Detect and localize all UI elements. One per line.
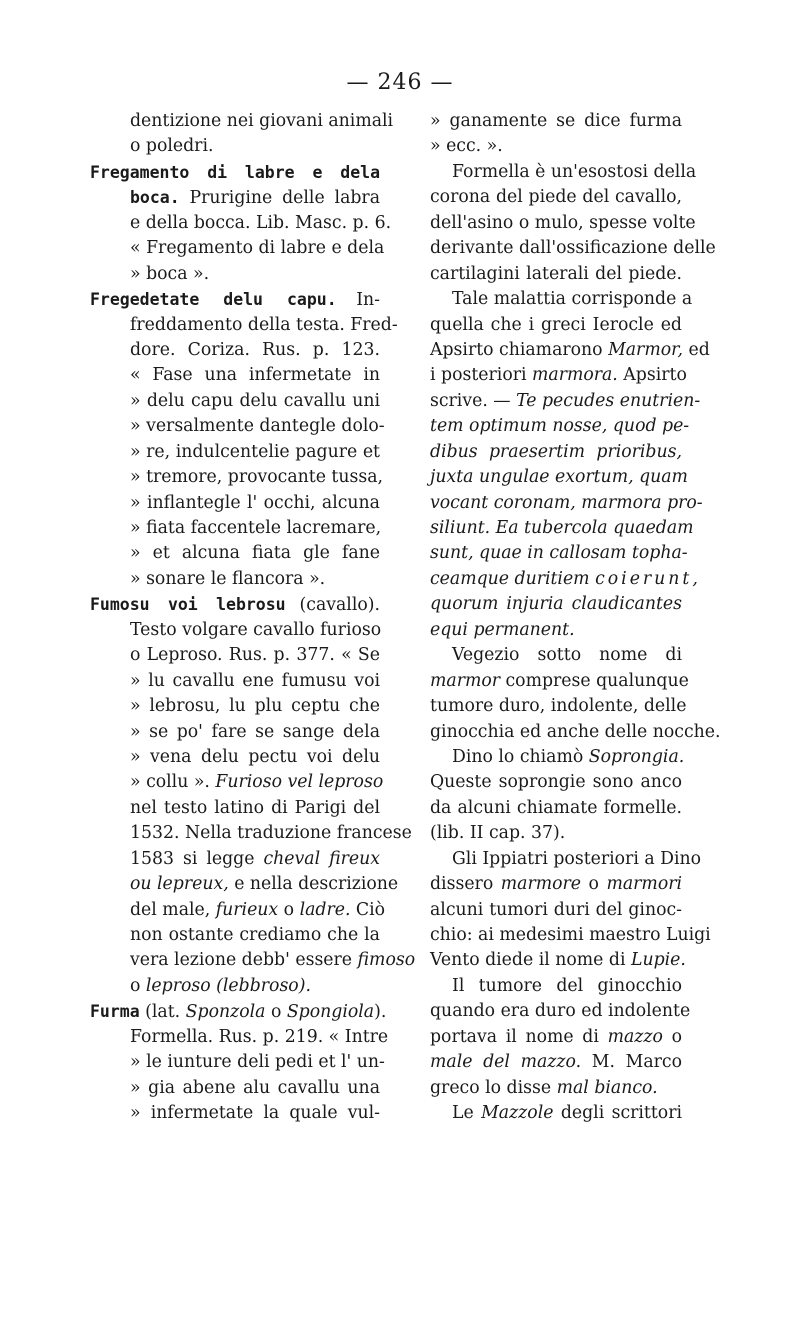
text-segment: Le xyxy=(452,1103,482,1124)
text-line xyxy=(430,414,690,439)
text-segment: Te pecudes enutrien- xyxy=(516,390,701,411)
text-line xyxy=(430,592,682,617)
text-line xyxy=(430,567,698,592)
text-line xyxy=(90,160,380,185)
text-line xyxy=(90,389,380,414)
text-line xyxy=(90,974,380,999)
text-line xyxy=(430,745,685,770)
text-line xyxy=(430,1050,682,1075)
left-column xyxy=(90,109,416,1127)
text-segment: marmor xyxy=(430,670,501,691)
text-segment: corona del piede del cavallo, xyxy=(430,187,682,208)
text-segment: (cavallo). xyxy=(285,595,381,616)
text-segment: male del mazzo. xyxy=(430,1052,582,1073)
text-segment: ). xyxy=(374,1002,387,1023)
text-segment: Formella è un'esostosi della xyxy=(452,161,697,182)
text-line xyxy=(430,1076,682,1101)
text-line xyxy=(90,872,399,897)
text-segment: comprese qualunque xyxy=(500,670,689,691)
text-segment: ed xyxy=(682,339,710,360)
text-segment: e della bocca. Lib. Masc. p. 6. xyxy=(130,212,392,233)
text-segment: » inflantegle l' occhi, alcuna xyxy=(130,492,380,513)
text-line xyxy=(430,262,682,287)
text-segment: tumore duro, indolente, delle xyxy=(430,696,687,717)
text-segment: derivante dall'ossificazione delle xyxy=(430,238,716,259)
text-line xyxy=(430,109,682,134)
text-line xyxy=(90,287,380,312)
text-segment: » boca ». xyxy=(130,263,210,284)
text-segment: » sonare le flancora ». xyxy=(130,568,326,589)
text-segment: Dino lo chiamò xyxy=(452,746,589,767)
text-line xyxy=(430,694,687,719)
text-line xyxy=(430,999,691,1024)
text-segment: portava il nome di xyxy=(430,1026,608,1047)
text-line xyxy=(90,847,380,872)
text-segment: o xyxy=(278,899,300,920)
text-line xyxy=(90,491,380,516)
text-segment: » gia abene alu cavallu una xyxy=(130,1077,380,1098)
text-segment: o xyxy=(662,1026,682,1047)
text-segment: dibus praesertim prioribus, xyxy=(430,441,682,462)
text-segment: 1532. Nella traduzione francese xyxy=(130,823,412,844)
text-line xyxy=(430,491,703,516)
text-segment: Prurigine delle labra xyxy=(179,188,380,209)
text-segment: i posteriori xyxy=(430,365,532,386)
text-line xyxy=(430,465,688,490)
text-segment: » le iunture deli pedi et l' un- xyxy=(130,1052,385,1073)
text-line xyxy=(90,338,380,363)
text-line xyxy=(430,948,686,973)
text-segment: » infermetate la quale vul- xyxy=(130,1103,380,1124)
entry-headword: Fregedetate delu capu. xyxy=(90,290,337,310)
text-line xyxy=(90,923,380,948)
text-line xyxy=(430,389,701,414)
text-segment: fimoso xyxy=(357,950,416,971)
text-segment: cartilagini laterali del piede. xyxy=(430,263,682,284)
text-segment: marmora. xyxy=(532,365,618,386)
text-line xyxy=(90,618,380,643)
text-segment: » tremore, provocante tussa, xyxy=(130,467,384,488)
text-line xyxy=(430,872,682,897)
text-line xyxy=(430,236,716,261)
text-segment: Spongiola xyxy=(286,1002,375,1023)
text-segment: ceamque duritiem xyxy=(430,568,596,589)
entry-headword: Fumosu voi lebrosu xyxy=(90,595,286,615)
text-segment: » et alcuna fiata gle fane xyxy=(130,543,380,564)
text-segment: » ecc. ». xyxy=(430,136,503,157)
text-segment: » fiata faccentele lacremare, xyxy=(130,518,382,538)
text-line xyxy=(90,211,392,236)
text-line xyxy=(90,643,380,668)
text-line xyxy=(90,1076,380,1101)
text-segment: scrive. — xyxy=(430,390,517,411)
text-segment: » ganamente se dice furma xyxy=(430,111,682,131)
text-segment: Apsirto xyxy=(617,365,687,386)
text-line xyxy=(90,541,380,566)
text-line xyxy=(90,720,380,745)
text-segment: « Fase una infermetate in xyxy=(130,365,380,386)
text-segment: Soprongia. xyxy=(588,746,685,767)
text-segment: o xyxy=(581,874,607,895)
text-segment: dentizione nei giovani animali xyxy=(130,111,394,131)
text-segment: Mazzole xyxy=(481,1103,554,1124)
text-line xyxy=(90,1050,385,1075)
text-segment: vocant coronam, marmora pro- xyxy=(430,492,703,513)
text-segment: Apsirto chiamarono xyxy=(430,339,609,360)
text-segment: « Fregamento di labre e dela xyxy=(130,238,385,259)
text-segment: o Leproso. Rus. p. 377. « Se xyxy=(130,645,380,666)
text-line xyxy=(430,974,682,999)
text-segment: cheval fireux xyxy=(263,848,380,869)
text-line xyxy=(90,363,380,388)
text-segment: Lupie. xyxy=(630,950,686,971)
text-line xyxy=(430,720,721,745)
text-line xyxy=(430,541,688,566)
text-segment: freddamento della testa. Fred- xyxy=(130,314,398,335)
text-segment: ginocchia ed anche delle nocche. xyxy=(430,721,721,742)
text-segment: » delu capu delu cavallu uni xyxy=(130,390,380,411)
text-segment: ou lepreux, xyxy=(130,874,229,895)
text-segment: , xyxy=(692,568,698,589)
text-line xyxy=(90,669,380,694)
text-segment: coierunt xyxy=(595,568,693,589)
text-segment: da alcuni chiamate formelle. xyxy=(430,797,682,818)
text-line xyxy=(430,134,682,159)
text-line xyxy=(90,770,384,795)
text-line xyxy=(430,363,687,388)
text-line xyxy=(430,160,697,185)
entry-headword: Fregamento di labre e dela xyxy=(90,162,380,182)
text-line xyxy=(430,643,682,668)
text-segment: dissero xyxy=(430,874,501,895)
text-segment: » lu cavallu ene fumusu voi xyxy=(130,670,380,691)
text-segment: vera lezione debb' essere xyxy=(130,950,358,971)
text-segment: marmore xyxy=(500,874,581,895)
text-segment: Furioso vel leproso xyxy=(215,772,384,793)
text-line xyxy=(430,898,682,923)
text-line xyxy=(430,618,682,643)
text-segment: nel testo latino di Parigi del xyxy=(130,797,380,818)
text-line xyxy=(90,1101,380,1126)
text-segment: Vento diede il nome di xyxy=(430,950,631,971)
text-segment: dell'asino o mulo, spesse volte xyxy=(430,212,696,233)
text-segment: non ostante crediamo che la xyxy=(130,925,380,945)
text-segment: » lebrosu, lu plu ceptu che xyxy=(130,696,380,717)
text-line xyxy=(90,262,380,287)
text-line xyxy=(90,745,380,770)
text-segment: equi permanent. xyxy=(430,619,575,640)
text-segment: alcuni tumori duri del ginoc- xyxy=(430,899,682,920)
text-segment: dore. Coriza. Rus. p. 123. xyxy=(130,339,380,360)
text-segment: marmori xyxy=(606,874,683,895)
text-segment: Vegezio sotto nome di xyxy=(452,645,682,666)
text-line xyxy=(90,236,385,261)
text-segment: Tale malattia corrisponde a xyxy=(452,289,693,310)
text-line xyxy=(90,999,387,1024)
text-line xyxy=(90,821,412,846)
text-line xyxy=(430,923,711,948)
text-segment: M. Marco xyxy=(581,1052,682,1073)
text-line xyxy=(430,1101,682,1126)
text-segment: mal bianco. xyxy=(556,1077,658,1098)
text-segment: o xyxy=(265,1002,287,1023)
text-line xyxy=(90,694,380,719)
text-line xyxy=(430,313,682,338)
text-segment: del male, xyxy=(130,899,216,920)
text-line xyxy=(90,465,384,490)
text-segment: mazzo xyxy=(607,1026,663,1047)
text-segment: Formella. Rus. p. 219. « Intre xyxy=(130,1026,389,1047)
text-line xyxy=(90,109,394,134)
text-segment: Queste soprongie sono anco xyxy=(430,772,682,793)
text-segment: furieux xyxy=(215,899,279,920)
text-segment: leproso (lebbroso). xyxy=(145,975,311,996)
text-line xyxy=(90,516,380,541)
text-segment: quorum injuria claudicantes xyxy=(430,594,682,615)
entry-headword: Furma xyxy=(90,1002,140,1022)
entry-headword: boca. xyxy=(130,188,180,208)
text-line xyxy=(90,567,380,592)
text-segment: Il tumore del ginocchio xyxy=(452,975,682,996)
text-line xyxy=(90,185,380,210)
text-segment: chio: ai medesimi maestro Luigi xyxy=(430,925,711,945)
text-line xyxy=(430,338,710,363)
text-segment: » versalmente dantegle dolo- xyxy=(130,416,385,437)
text-segment: Gli Ippiatri posteriori a Dino xyxy=(452,848,702,869)
text-segment: quella che i greci Ierocle ed xyxy=(430,314,682,335)
text-line xyxy=(430,440,682,465)
text-line xyxy=(430,287,693,312)
text-segment: juxta ungulae exortum, quam xyxy=(430,467,688,488)
text-segment: (lat. xyxy=(139,1002,186,1023)
text-segment: In- xyxy=(336,290,380,311)
text-line xyxy=(430,770,682,795)
text-segment: o poledri. xyxy=(130,136,214,157)
text-segment: quando era duro ed indolente xyxy=(430,1001,691,1022)
text-segment: Sponzola xyxy=(185,1002,266,1023)
right-column xyxy=(430,109,721,1127)
text-segment: » vena delu pectu voi delu xyxy=(130,746,380,767)
text-segment: tem optimum nosse, quod pe- xyxy=(430,416,690,437)
text-line xyxy=(430,211,696,236)
text-segment: » collu ». xyxy=(130,772,216,793)
text-segment: » se po' fare se sange dela xyxy=(130,721,380,742)
text-segment: » re, indulcentelie pagure et xyxy=(130,441,380,462)
text-segment: o xyxy=(130,975,146,996)
text-line xyxy=(430,796,682,821)
text-segment: e nella descrizione xyxy=(228,874,399,895)
text-line xyxy=(90,313,398,338)
text-line xyxy=(430,185,682,210)
text-line xyxy=(430,847,702,872)
text-line xyxy=(90,948,416,973)
text-segment: degli scrittori xyxy=(553,1103,683,1124)
text-segment: Marmor, xyxy=(608,339,683,360)
text-line xyxy=(90,592,380,617)
text-line xyxy=(430,1025,682,1050)
text-segment: (lib. II cap. 37). xyxy=(430,823,566,844)
text-line xyxy=(90,1025,389,1050)
text-segment: 1583 si legge xyxy=(130,848,264,869)
text-line xyxy=(90,414,385,439)
text-line xyxy=(90,796,380,821)
text-line xyxy=(90,134,380,159)
text-segment: sunt, quae in callosam topha- xyxy=(430,543,688,564)
text-line xyxy=(90,440,380,465)
text-line xyxy=(430,516,694,541)
text-segment: siliunt. Ea tubercola quaedam xyxy=(430,518,694,538)
text-segment: ladre. xyxy=(299,899,351,920)
text-segment: greco lo disse xyxy=(430,1077,557,1098)
page-number: — 246 — xyxy=(346,70,454,95)
text-line xyxy=(430,669,689,694)
text-segment: Testo volgare cavallo furioso xyxy=(130,619,382,640)
text-line xyxy=(430,821,682,846)
text-line xyxy=(90,898,386,923)
text-segment: Ciò xyxy=(350,899,386,920)
